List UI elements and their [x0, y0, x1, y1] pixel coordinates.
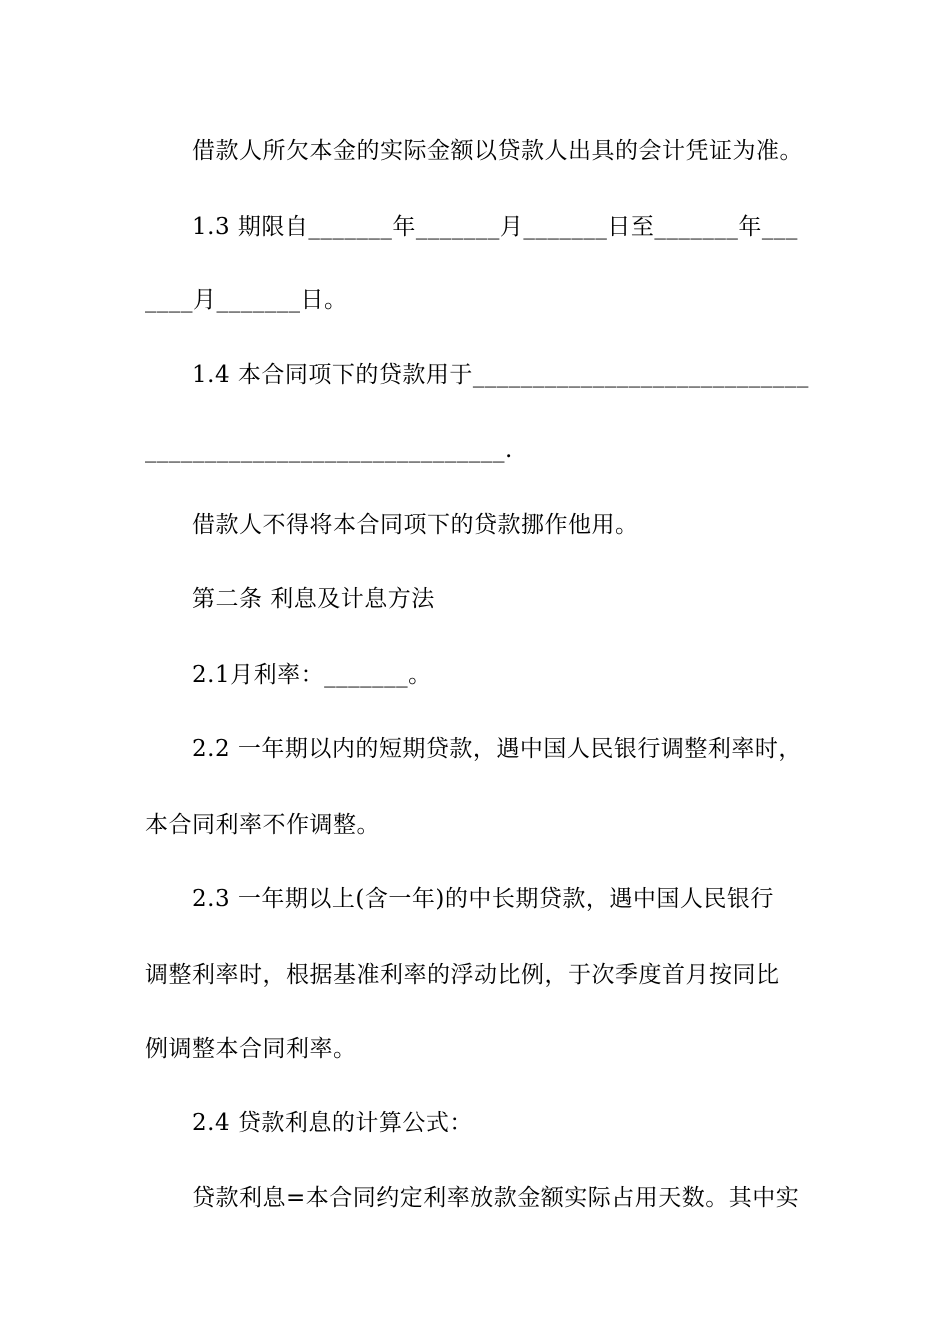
clause-2-2-continuation: 本合同利率不作调整。: [145, 812, 380, 838]
clause-2-3-continuation: 调整利率时，根据基准利率的浮动比例，于次季度首月按同比: [145, 962, 780, 988]
formula-line: 贷款利息=本合同约定利率放款金额实际占用天数。其中实: [192, 1185, 800, 1211]
article-2-heading: 第二条 利息及计息方法: [192, 586, 435, 612]
clause-1-3-continuation: ____月_______日。: [145, 287, 348, 313]
clause-2-3-continuation: 例调整本合同利率。: [145, 1036, 357, 1062]
clause-2-2-line: 2.2 一年期以内的短期贷款，遇中国人民银行调整利率时，: [192, 736, 802, 762]
clause-2-1-line: 2.1月利率：_______。: [192, 662, 432, 688]
clause-1-4-line: 1.4 本合同项下的贷款用于____________________________: [192, 362, 809, 388]
paragraph-line: 借款人所欠本金的实际金额以贷款人出具的会计凭证为准。: [192, 138, 803, 164]
clause-2-4-line: 2.4 贷款利息的计算公式：: [192, 1110, 473, 1136]
clause-2-3-line: 2.3 一年期以上(含一年)的中长期贷款，遇中国人民银行: [192, 886, 774, 912]
paragraph-line: 借款人不得将本合同项下的贷款挪作他用。: [192, 512, 639, 538]
clause-1-4-continuation: ______________________________.: [145, 437, 513, 463]
clause-1-3-line: 1.3 期限自_______年_______月_______日至_______年___: [192, 214, 798, 240]
